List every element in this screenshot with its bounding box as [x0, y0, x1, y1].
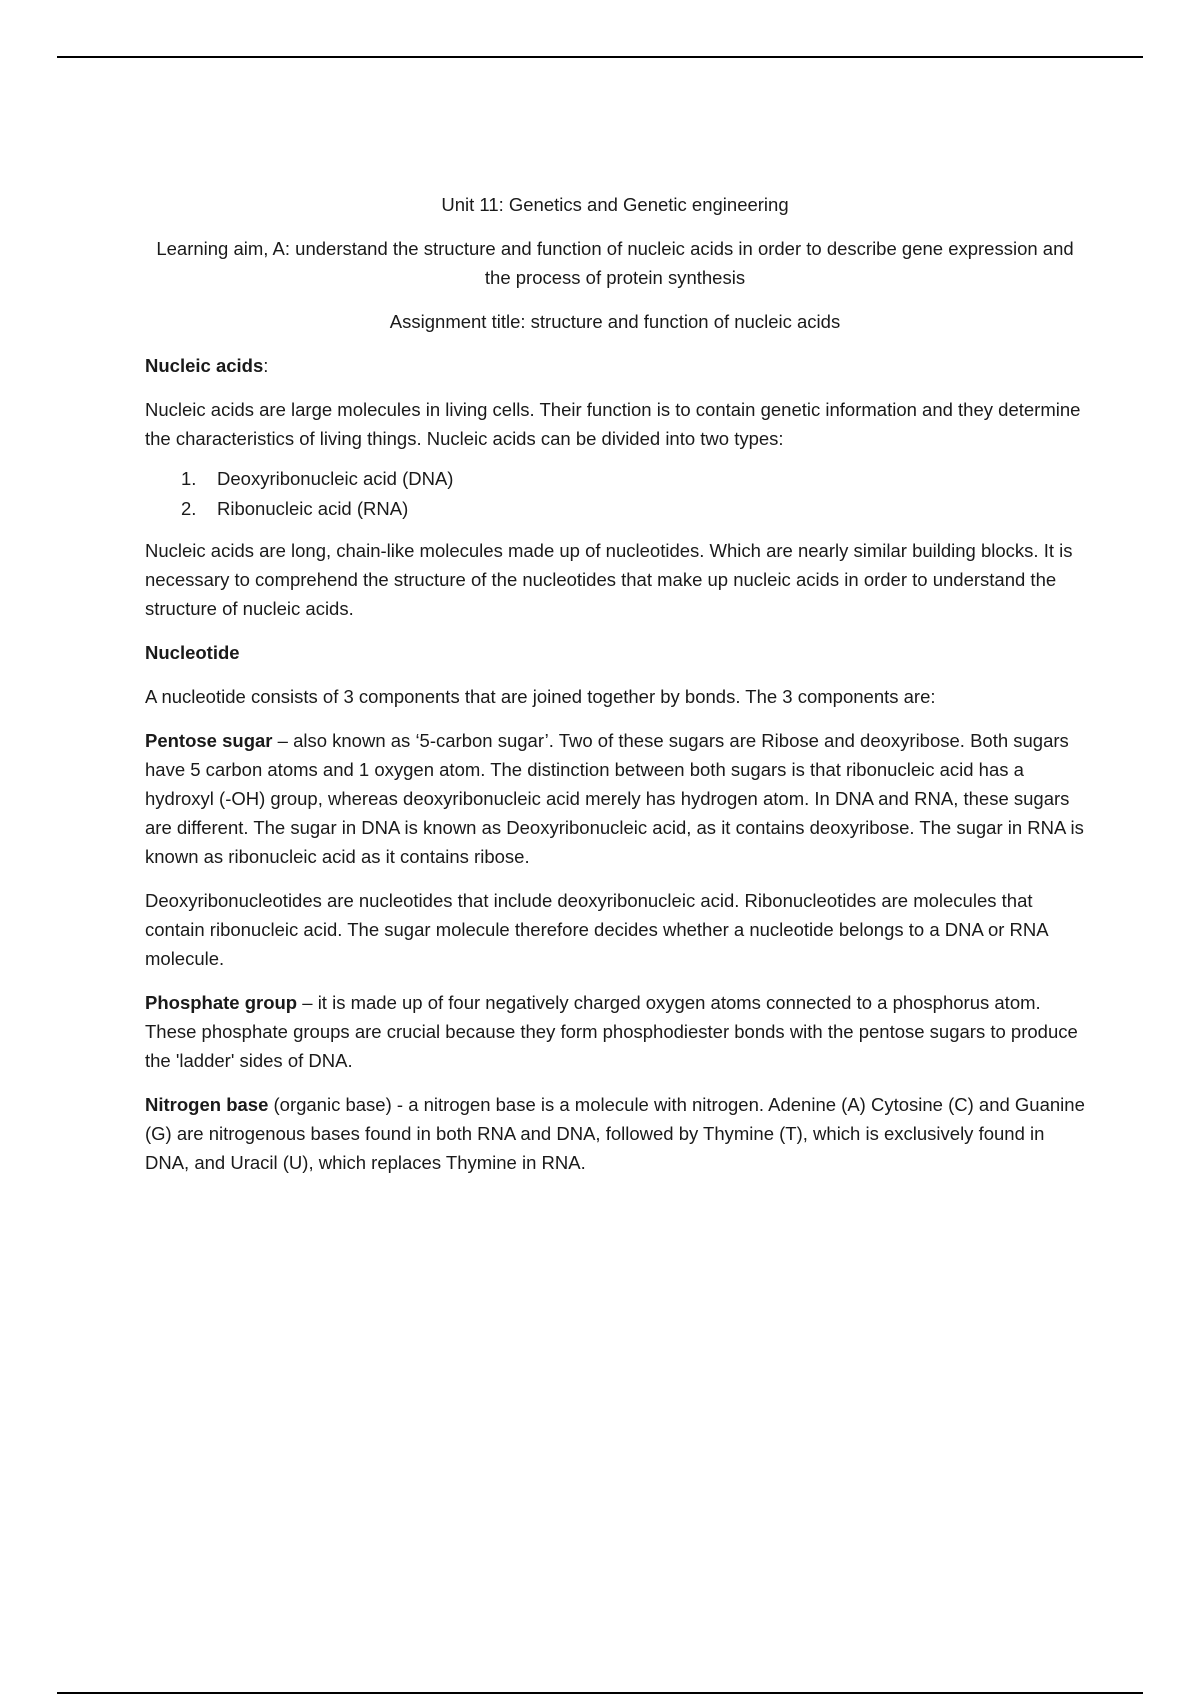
nucleic-acids-intro: Nucleic acids are large molecules in living cells. Their function is to contain genetic information and they determine the characteristics of living things. Nucleic acids can be divided into two types: — [145, 399, 1081, 449]
learning-aim: Learning aim, A: understand the structure and function of nucleic acids in order to describe gene expression and the process of protein synthesis — [156, 238, 1074, 288]
deoxyribonucleotides-paragraph: Deoxyribonucleotides are nucleotides that include deoxyribonucleic acid. Ribonucleotides are molecules that contain ribonucleic acid. The sugar molecule therefore decides whether a nucleotide belongs to a DNA or RNA molecule. — [145, 890, 1048, 969]
nitrogen-base-paragraph — [145, 1090, 1085, 1177]
document-body — [145, 190, 1085, 1192]
nitrogen-base-text: (organic base) - a nitrogen base is a molecule with nitrogen. Adenine (A) Cytosine (C) and Guanine (G) are nitrogenous bases found in both RNA and DNA, followed by Thymine (T), which is exclusively found in DNA, and Uracil (U), which replaces Thymine in RNA. — [145, 1094, 1085, 1173]
unit-title: Unit 11: Genetics and Genetic engineering — [441, 194, 789, 215]
pentose-sugar-paragraph — [145, 726, 1085, 871]
assignment-title: Assignment title: structure and function of nucleic acids — [389, 311, 841, 332]
title-block — [145, 190, 1085, 336]
top-rule — [57, 56, 1143, 58]
phosphate-group-paragraph — [145, 988, 1085, 1075]
phosphate-group-term: Phosphate group — [145, 992, 298, 1013]
list-item-number: 1. — [181, 468, 197, 489]
nucleotide-intro: A nucleotide consists of 3 components that are joined together by bonds. The 3 components are: — [145, 686, 936, 707]
nucleotide-heading: Nucleotide — [145, 642, 240, 663]
list-item-label: Ribonucleic acid (RNA) — [217, 498, 409, 519]
list-item-number: 2. — [181, 498, 197, 519]
bottom-rule — [57, 1692, 1143, 1694]
nucleic-acids-heading — [145, 351, 1085, 380]
list-item-label: Deoxyribonucleic acid (DNA) — [217, 468, 454, 489]
nucleic-acids-heading-text: Nucleic acids — [145, 355, 264, 376]
list-item — [181, 464, 1085, 494]
phosphate-group-text: – it is made up of four negatively charged oxygen atoms connected to a phosphorus atom. These phosphate groups are crucial because they form phosphodiester bonds with the pentose sugars to produce the 'ladder' sides of DNA. — [145, 992, 1078, 1071]
pentose-sugar-term: Pentose sugar — [145, 730, 273, 751]
nucleic-acids-structure: Nucleic acids are long, chain-like molecules made up of nucleotides. Which are nearly similar building blocks. It is necessary to comprehend the structure of the nucleotides that make up nucleic acids in order to understand the structure of nucleic acids. — [145, 540, 1073, 619]
nucleic-acids-heading-colon: : — [263, 355, 269, 376]
nitrogen-base-term: Nitrogen base — [145, 1094, 269, 1115]
pentose-sugar-text: – also known as ‘5-carbon sugar’. Two of these sugars are Ribose and deoxyribose. Both sugars have 5 carbon atoms and 1 oxygen atom. The distinction between both sugars is that ribonucleic acid has a hydroxyl (-OH) group, whereas deoxyribonucleic acid merely has hydrogen atom. In DNA and RNA, these sugars are different. The sugar in DNA is known as Deoxyribonucleic acid, as it contains deoxyribose. The sugar in RNA is known as ribonucleic acid as it contains ribose. — [145, 730, 1084, 867]
list-item — [181, 494, 1085, 524]
nucleic-acid-types-list — [145, 464, 1085, 524]
